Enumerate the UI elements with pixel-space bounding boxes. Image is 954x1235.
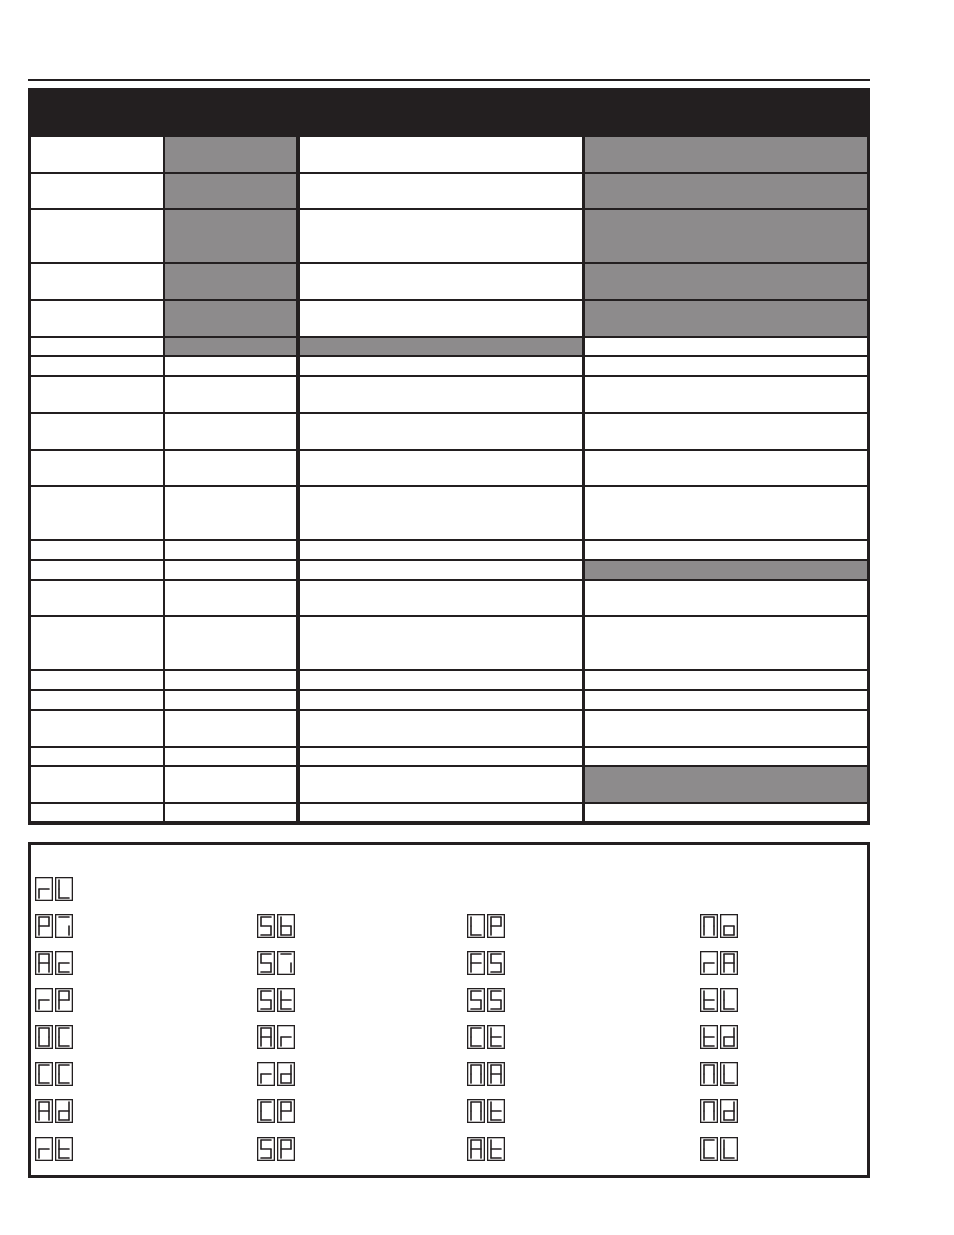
seven-segment-digit [720,1062,738,1086]
table-cell [585,617,867,669]
seven-segment-digit [700,988,718,1012]
table-cell [585,561,867,579]
table-cell [31,137,163,172]
seven-segment-digit [35,1099,53,1123]
seven-segment-digit [55,1137,73,1161]
display-code-cp [257,1099,295,1123]
seven-segment-digit [700,1137,718,1161]
table-cell [300,804,582,821]
seven-segment-digit [277,1099,295,1123]
seven-segment-digit [467,1099,485,1123]
seven-segment-digit [487,988,505,1012]
display-code-rt [35,1137,73,1161]
table-cell [31,210,163,262]
display-code-nt [467,1099,505,1123]
seven-segment-digit [700,1062,718,1086]
display-code-na [467,1062,505,1086]
seven-segment-digit [467,1137,485,1161]
table-cell [300,711,582,746]
seven-segment-digit [720,951,738,975]
table-cell [300,541,582,559]
seven-segment-digit [487,1025,505,1049]
seven-segment-digit [467,1062,485,1086]
table-cell [300,137,582,172]
table-cell [31,617,163,669]
seven-segment-digit [467,951,485,975]
display-code-legend [28,842,870,1178]
table-cell [585,377,867,412]
table-cell [31,541,163,559]
table-cell [585,174,867,208]
seven-segment-digit [720,1137,738,1161]
table-cell [300,748,582,765]
table-cell [585,767,867,802]
table-cell [165,264,296,299]
display-code-cc [35,1062,73,1086]
table-cell [585,691,867,709]
seven-segment-digit [277,951,295,975]
table-cell [300,451,582,485]
display-code-ac [35,951,73,975]
table-cell [165,338,296,355]
table-cell [31,487,163,539]
table-cell [585,137,867,172]
table-cell [165,767,296,802]
display-code-rd [257,1062,295,1086]
seven-segment-digit [487,914,505,938]
table-cell [31,748,163,765]
seven-segment-digit [700,1099,718,1123]
seven-segment-digit [55,1025,73,1049]
seven-segment-digit [257,1099,275,1123]
table-cell [165,174,296,208]
table-cell [585,451,867,485]
table-cell [31,581,163,615]
seven-segment-digit [467,1025,485,1049]
display-code-ss [467,988,505,1012]
table-cell [165,671,296,689]
table-cell [585,414,867,449]
seven-segment-digit [257,1025,275,1049]
display-code-ad [35,1099,73,1123]
display-code-st [257,988,295,1012]
seven-segment-digit [55,988,73,1012]
table-cell [585,804,867,821]
display-code-pn [35,914,73,938]
seven-segment-digit [277,1137,295,1161]
table-cell [31,338,163,355]
table-cell [585,301,867,336]
table-cell [585,264,867,299]
display-code-sp [257,1137,295,1161]
table-cell [300,767,582,802]
table-cell [165,414,296,449]
display-code-td [700,1025,738,1049]
seven-segment-digit [55,914,73,938]
seven-segment-digit [277,1062,295,1086]
table-cell [31,767,163,802]
table-cell [165,487,296,539]
table-cell [31,561,163,579]
seven-segment-digit [487,1062,505,1086]
display-code-nd [700,1099,738,1123]
display-code-lp [467,914,505,938]
seven-segment-digit [277,988,295,1012]
seven-segment-digit [720,914,738,938]
seven-segment-digit [720,1099,738,1123]
display-code-fs [467,951,505,975]
table-cell [31,711,163,746]
table-cell [585,338,867,355]
table-cell [300,264,582,299]
seven-segment-digit [700,951,718,975]
seven-segment-digit [55,1099,73,1123]
seven-segment-digit [700,914,718,938]
table-cell [31,414,163,449]
table-cell [165,748,296,765]
seven-segment-digit [35,877,53,901]
display-code-sb [257,914,295,938]
table-cell [165,617,296,669]
table-cell [300,377,582,412]
display-code-ra [700,951,738,975]
display-code-nl [700,1062,738,1086]
seven-segment-digit [487,951,505,975]
seven-segment-digit [487,1137,505,1161]
table-cell [300,357,582,375]
table-cell [165,581,296,615]
table-cell [585,210,867,262]
table-cell [300,301,582,336]
table-cell [165,541,296,559]
seven-segment-digit [700,1025,718,1049]
table-cell [165,451,296,485]
seven-segment-digit [257,1137,275,1161]
table-cell [165,377,296,412]
seven-segment-digit [720,988,738,1012]
table-cell [165,711,296,746]
display-code-oc [35,1025,73,1049]
table-cell [31,377,163,412]
table-cell [585,671,867,689]
display-code-no [700,914,738,938]
table-cell [31,671,163,689]
display-code-rl [35,877,73,901]
table-cell [165,804,296,821]
seven-segment-digit [35,951,53,975]
seven-segment-digit [35,914,53,938]
seven-segment-digit [257,951,275,975]
seven-segment-digit [467,988,485,1012]
table-cell [300,174,582,208]
table-cell [300,487,582,539]
display-code-cl [700,1137,738,1161]
table-cell [585,541,867,559]
seven-segment-digit [277,1025,295,1049]
seven-segment-digit [467,914,485,938]
seven-segment-digit [35,1137,53,1161]
table-cell [300,691,582,709]
table-cell [300,581,582,615]
table-cell [165,561,296,579]
table-cell [585,748,867,765]
display-code-ar [257,1025,295,1049]
seven-segment-digit [277,914,295,938]
table-cell [31,691,163,709]
seven-segment-digit [257,988,275,1012]
table-cell [585,711,867,746]
seven-segment-digit [55,1062,73,1086]
seven-segment-digit [720,1025,738,1049]
table-cell [31,804,163,821]
table-cell [300,210,582,262]
seven-segment-digit [487,1099,505,1123]
table-cell [31,174,163,208]
table-cell [31,357,163,375]
table-cell [585,357,867,375]
table-cell [31,301,163,336]
seven-segment-digit [35,1025,53,1049]
table-cell [165,301,296,336]
display-code-ct [467,1025,505,1049]
table-cell [165,137,296,172]
display-code-tl [700,988,738,1012]
seven-segment-digit [35,988,53,1012]
seven-segment-digit [55,951,73,975]
table-cell [165,210,296,262]
display-code-at [467,1137,505,1161]
table-cell [165,357,296,375]
table-cell [300,338,582,355]
table-cell [585,487,867,539]
table-cell [165,691,296,709]
top-rule [28,79,870,81]
table-cell [300,671,582,689]
seven-segment-digit [35,1062,53,1086]
table-cell [31,264,163,299]
display-code-rp [35,988,73,1012]
table-cell [31,451,163,485]
parameter-table [28,88,870,825]
table-cell [300,414,582,449]
table-cell [300,561,582,579]
table-cell [585,581,867,615]
seven-segment-digit [55,877,73,901]
seven-segment-digit [257,914,275,938]
display-code-sn [257,951,295,975]
table-cell [300,617,582,669]
seven-segment-digit [257,1062,275,1086]
